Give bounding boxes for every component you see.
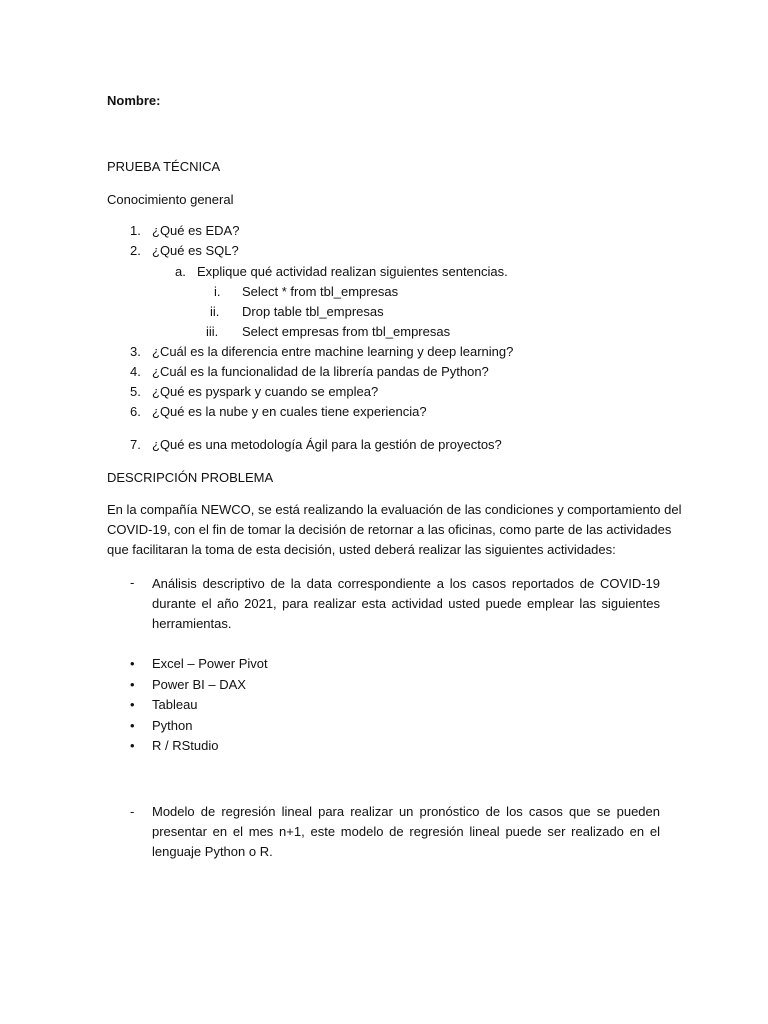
sub-item-text: Explique qué actividad realizan siguientes sentencias. [197,264,508,279]
question-number: 1. [130,223,141,238]
paragraph-line: Análisis descriptivo de la data correspondiente a los casos reportados de COVID-19 [152,576,660,591]
question-text: ¿Qué es EDA? [152,223,240,238]
roman-number: ii. [210,304,220,319]
bullet-marker: • [130,656,135,671]
problem-intro-paragraph [107,500,682,560]
paragraph-line: Modelo de regresión lineal para realizar un pronóstico de los casos que se pueden [152,804,660,819]
question-number: 7. [130,437,141,452]
question-text: ¿Qué es SQL? [152,243,239,258]
dash-marker: - [130,575,135,590]
question-text: ¿Cuál es la funcionalidad de la librería pandas de Python? [152,364,489,379]
question-text: ¿Qué es pyspark y cuando se emplea? [152,384,379,399]
paragraph-line: En la compañía NEWCO, se está realizando la evaluación de las condiciones y comportamiento del [107,502,682,517]
dash-marker: - [130,804,135,819]
name-label: Nombre: [107,93,161,108]
question-text: ¿Qué es la nube y en cuales tiene experiencia? [152,404,427,419]
tool-item: R / RStudio [152,738,219,753]
tool-item: Power BI – DAX [152,677,246,692]
paragraph-line: lenguaje Python o R. [152,844,273,859]
task-linear-regression [152,802,660,862]
question-text: ¿Cuál es la diferencia entre machine learning y deep learning? [152,344,514,359]
question-number: 5. [130,384,141,399]
paragraph-line: que facilitaran la toma de esta decisión, usted deberá realizar las siguientes actividades: [107,542,616,557]
section-heading-general: Conocimiento general [107,192,234,207]
paragraph-line: herramientas. [152,616,232,631]
sub-item-letter: a. [175,264,186,279]
bullet-marker: • [130,677,135,692]
task-descriptive-analysis [152,574,660,634]
tool-item: Excel – Power Pivot [152,656,268,671]
question-number: 4. [130,364,141,379]
sql-statement: Drop table tbl_empresas [242,304,384,319]
section-heading-problem: DESCRIPCIÓN PROBLEMA [107,470,274,485]
roman-number: i. [214,284,221,299]
question-number: 3. [130,344,141,359]
question-text: ¿Qué es una metodología Ágil para la gestión de proyectos? [152,437,502,452]
bullet-marker: • [130,738,135,753]
bullet-marker: • [130,718,135,733]
roman-number: iii. [206,324,219,339]
sql-statement: Select * from tbl_empresas [242,284,399,299]
sql-statement: Select empresas from tbl_empresas [242,324,451,339]
paragraph-line: presentar en el mes n+1, este modelo de regresión lineal puede ser realizado en el [152,824,660,839]
question-number: 2. [130,243,141,258]
paragraph-line: durante el año 2021, para realizar esta actividad usted puede emplear las siguientes [152,596,660,611]
question-number: 6. [130,404,141,419]
tool-item: Tableau [152,697,198,712]
bullet-marker: • [130,697,135,712]
document-title: PRUEBA TÉCNICA [107,159,221,174]
tool-item: Python [152,718,193,733]
paragraph-line: COVID-19, con el fin de tomar la decisión de retornar a las oficinas, como parte de las actividades [107,522,672,537]
